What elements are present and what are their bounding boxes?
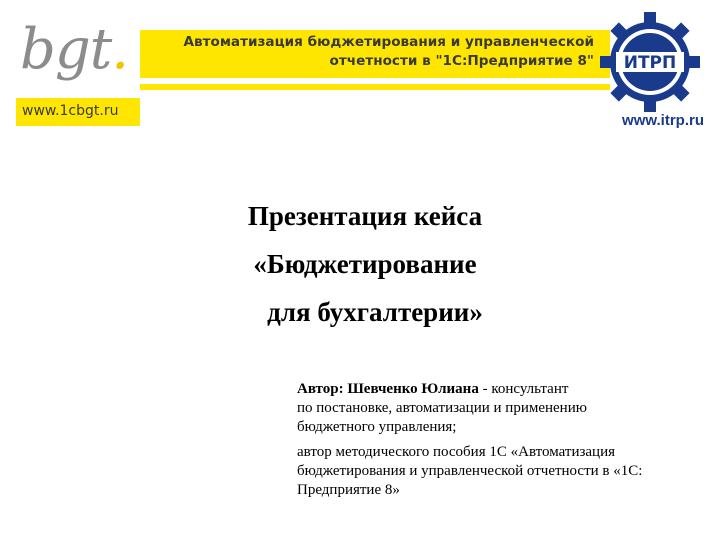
banner-stripe (140, 84, 610, 90)
bgt-url-tab[interactable] (16, 98, 140, 126)
author-role-detail-2: бюджетного управления; (297, 419, 457, 435)
banner-title-bar (140, 30, 610, 78)
bgt-logo (20, 17, 129, 82)
bgt-logo-dot: . (111, 17, 129, 82)
header-banner (0, 0, 600, 130)
author-role: - консультант (478, 381, 569, 397)
itrp-emblem-icon (598, 10, 702, 114)
presentation-heading (150, 192, 580, 336)
author-book-line-1: автор методического пособия 1С «Автоматизация (297, 444, 616, 460)
itrp-url-link[interactable]: www.itrp.ru (622, 112, 704, 129)
bgt-url-link[interactable]: www.1cbgt.ru (22, 103, 119, 119)
author-book-line-2: бюджетирования и управленческой отчетности в «1С: (297, 463, 643, 479)
author-block (297, 380, 717, 500)
author-role-detail: по постановке, автоматизации и применению (297, 400, 587, 416)
heading-line-3: для бухгалтерии» (267, 297, 483, 327)
author-book-line-3: Предприятие 8» (297, 482, 400, 498)
itrp-emblem-text: ИТРП (623, 53, 677, 73)
banner-title: Автоматизация бюджетирования и управленческой отчетности в "1С:Предприятие 8" (183, 34, 594, 69)
bgt-logo-text: bgt (20, 17, 112, 82)
heading-line-2: «Бюджетирование (253, 249, 477, 279)
author-name: Автор: Шевченко Юлиана (297, 381, 479, 397)
author-line (297, 380, 717, 399)
heading-line-1: Презентация кейса (247, 201, 483, 231)
